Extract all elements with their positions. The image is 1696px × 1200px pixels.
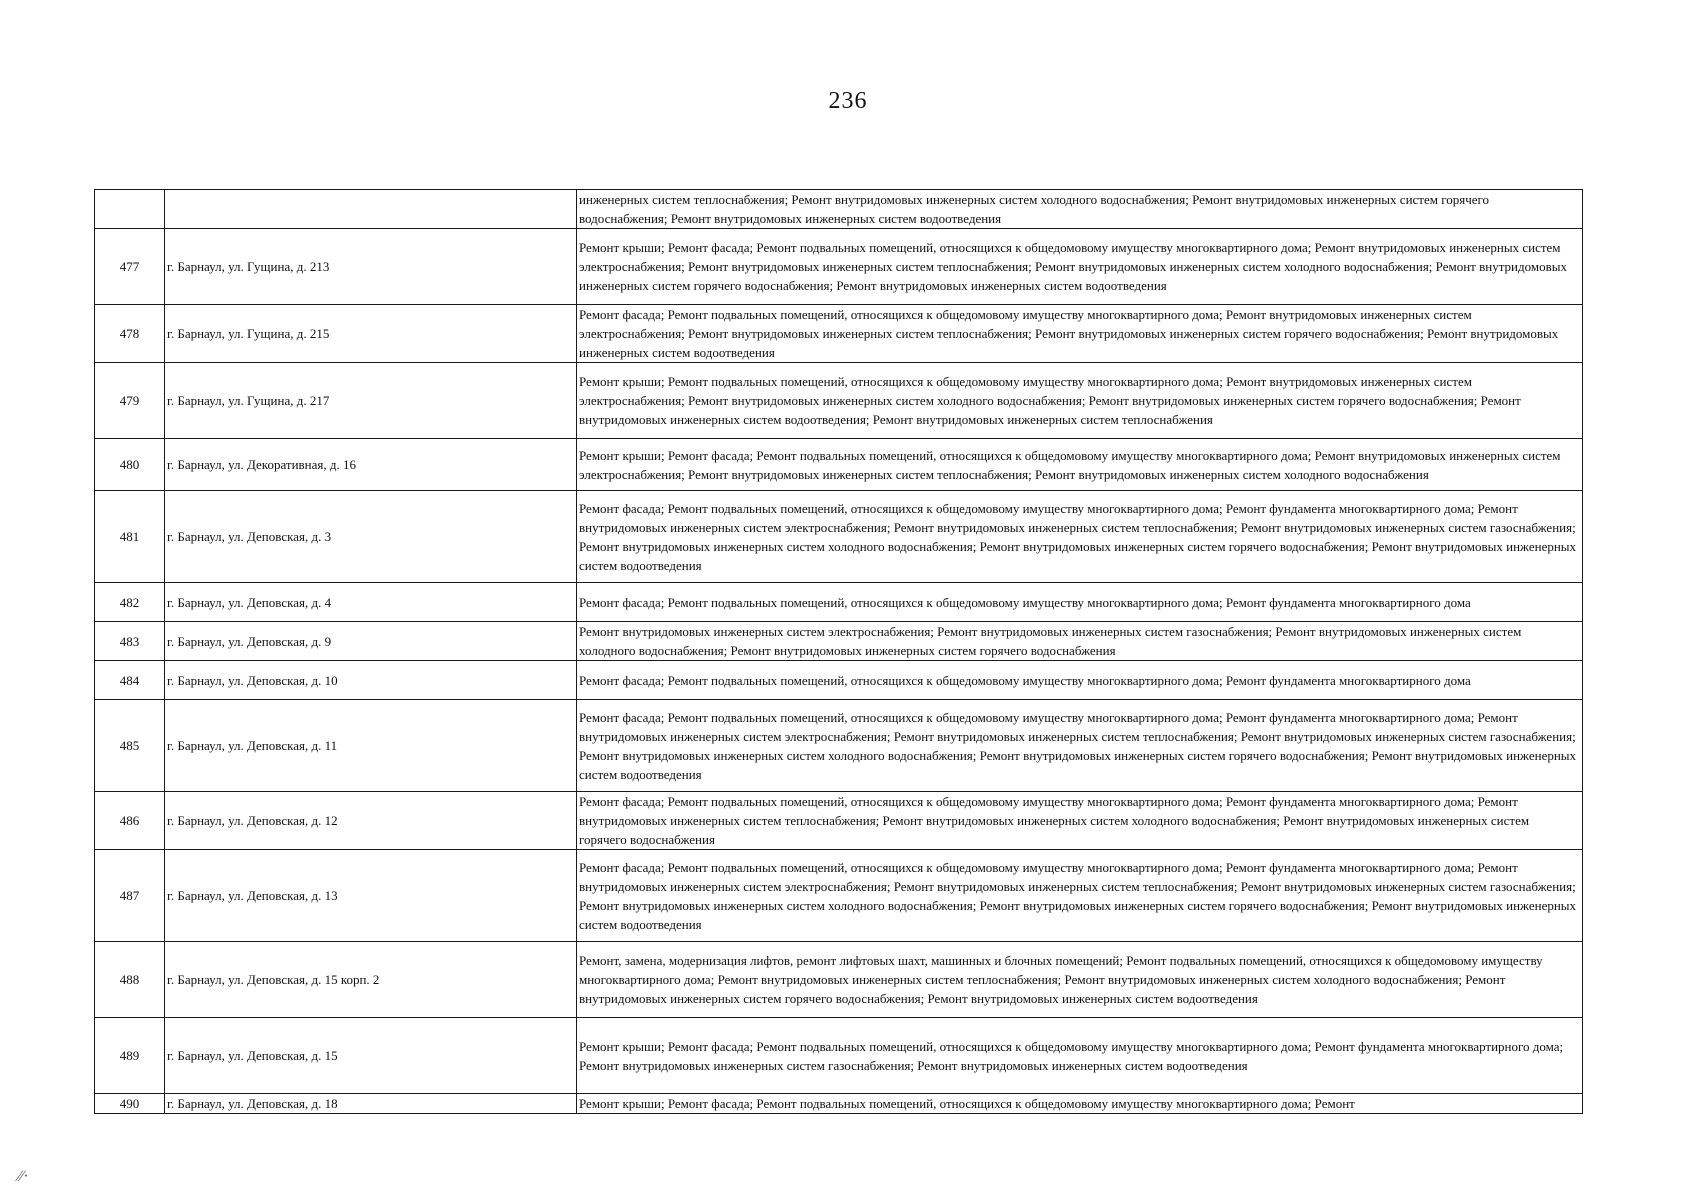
row-number: 481 [95,491,165,583]
row-works: Ремонт фасада; Ремонт подвальных помещений, относящихся к общедомовому имуществу многоквартирного дома; Ремонт фундамента многоквартирного дома; Ремонт внутридомовых инженерных систем электроснабжения; Ремонт внутридомовых инженерных систем теплоснабжения; Ремонт внутридомовых инженерных систем газоснабжения; Ремонт внутридомовых инженерных систем холодного водоснабжения; Ремонт внутридомовых инженерных систем горячего водоснабжения; Ремонт внутридомовых инженерных систем водоотведения [577,850,1583,942]
row-works: Ремонт внутридомовых инженерных систем электроснабжения; Ремонт внутридомовых инженерных систем газоснабжения; Ремонт внутридомовых инженерных систем холодного водоснабжения; Ремонт внутридомовых инженерных систем горячего водоснабжения [577,622,1583,661]
row-address: г. Барнаул, ул. Деповская, д. 3 [165,491,577,583]
row-number: 487 [95,850,165,942]
row-works: Ремонт крыши; Ремонт подвальных помещений, относящихся к общедомовому имуществу многоквартирного дома; Ремонт внутридомовых инженерных систем электроснабжения; Ремонт внутридомовых инженерных систем холодного водоснабжения; Ремонт внутридомовых инженерных систем горячего водоснабжения; Ремонт внутридомовых инженерных систем водоотведения; Ремонт внутридомовых инженерных систем теплоснабжения [577,363,1583,439]
row-number: 482 [95,583,165,622]
row-number: 483 [95,622,165,661]
row-number: 488 [95,942,165,1018]
table-row [95,622,1583,661]
row-address: г. Барнаул, ул. Гущина, д. 213 [165,229,577,305]
registry-table-body [95,190,1583,1114]
row-address: г. Барнаул, ул. Деповская, д. 9 [165,622,577,661]
table-row [95,700,1583,792]
table-row [95,491,1583,583]
table-row [95,1018,1583,1094]
table-row [95,850,1583,942]
table-row [95,190,1583,229]
row-number: 477 [95,229,165,305]
row-works: Ремонт фасада; Ремонт подвальных помещений, относящихся к общедомовому имуществу многоквартирного дома; Ремонт внутридомовых инженерных систем электроснабжения; Ремонт внутридомовых инженерных систем теплоснабжения; Ремонт внутридомовых инженерных систем горячего водоснабжения; Ремонт внутридомовых инженерных систем водоотведения [577,305,1583,363]
row-number: 490 [95,1094,165,1114]
row-works: инженерных систем теплоснабжения; Ремонт внутридомовых инженерных систем холодного водоснабжения; Ремонт внутридомовых инженерных систем горячего водоснабжения; Ремонт внутридомовых инженерных систем водоотведения [577,190,1583,229]
row-address: г. Барнаул, ул. Гущина, д. 215 [165,305,577,363]
row-address: г. Барнаул, ул. Деповская, д. 18 [165,1094,577,1114]
row-address [165,190,577,229]
row-number: 486 [95,792,165,850]
row-address: г. Барнаул, ул. Гущина, д. 217 [165,363,577,439]
table-row [95,305,1583,363]
table-row [95,792,1583,850]
table-row [95,1094,1583,1114]
row-works: Ремонт крыши; Ремонт фасада; Ремонт подвальных помещений, относящихся к общедомовому имуществу многоквартирного дома; Ремонт [577,1094,1583,1114]
row-number: 478 [95,305,165,363]
row-address: г. Барнаул, ул. Декоративная, д. 16 [165,439,577,491]
row-number: 489 [95,1018,165,1094]
scan-mark: ⁄⁄· [18,1168,29,1185]
row-works: Ремонт крыши; Ремонт фасада; Ремонт подвальных помещений, относящихся к общедомовому имуществу многоквартирного дома; Ремонт фундамента многоквартирного дома; Ремонт внутридомовых инженерных систем газоснабжения; Ремонт внутридомовых инженерных систем водоотведения [577,1018,1583,1094]
row-works: Ремонт фасада; Ремонт подвальных помещений, относящихся к общедомовому имуществу многоквартирного дома; Ремонт фундамента многоквартирного дома [577,583,1583,622]
row-address: г. Барнаул, ул. Деповская, д. 13 [165,850,577,942]
row-address: г. Барнаул, ул. Деповская, д. 10 [165,661,577,700]
table-row [95,439,1583,491]
row-works: Ремонт крыши; Ремонт фасада; Ремонт подвальных помещений, относящихся к общедомовому имуществу многоквартирного дома; Ремонт внутридомовых инженерных систем электроснабжения; Ремонт внутридомовых инженерных систем теплоснабжения; Ремонт внутридомовых инженерных систем холодного водоснабжения [577,439,1583,491]
row-works: Ремонт фасада; Ремонт подвальных помещений, относящихся к общедомовому имуществу многоквартирного дома; Ремонт фундамента многоквартирного дома; Ремонт внутридомовых инженерных систем теплоснабжения; Ремонт внутридомовых инженерных систем холодного водоснабжения; Ремонт внутридомовых инженерных систем горячего водоснабжения [577,792,1583,850]
row-number: 480 [95,439,165,491]
row-works: Ремонт крыши; Ремонт фасада; Ремонт подвальных помещений, относящихся к общедомовому имуществу многоквартирного дома; Ремонт внутридомовых инженерных систем электроснабжения; Ремонт внутридомовых инженерных систем теплоснабжения; Ремонт внутридомовых инженерных систем холодного водоснабжения; Ремонт внутридомовых инженерных систем горячего водоснабжения; Ремонт внутридомовых инженерных систем водоотведения [577,229,1583,305]
row-address: г. Барнаул, ул. Деповская, д. 15 [165,1018,577,1094]
table-row [95,942,1583,1018]
table-row [95,661,1583,700]
row-number: 484 [95,661,165,700]
row-address: г. Барнаул, ул. Деповская, д. 15 корп. 2 [165,942,577,1018]
row-number: 485 [95,700,165,792]
table-row [95,583,1583,622]
table-row [95,229,1583,305]
row-works: Ремонт фасада; Ремонт подвальных помещений, относящихся к общедомовому имуществу многоквартирного дома; Ремонт фундамента многоквартирного дома; Ремонт внутридомовых инженерных систем электроснабжения; Ремонт внутридомовых инженерных систем теплоснабжения; Ремонт внутридомовых инженерных систем газоснабжения; Ремонт внутридомовых инженерных систем холодного водоснабжения; Ремонт внутридомовых инженерных систем горячего водоснабжения; Ремонт внутридомовых инженерных систем водоотведения [577,491,1583,583]
row-works: Ремонт, замена, модернизация лифтов, ремонт лифтовых шахт, машинных и блочных помещений; Ремонт подвальных помещений, относящихся к общедомовому имуществу многоквартирного дома; Ремонт внутридомовых инженерных систем теплоснабжения; Ремонт внутридомовых инженерных систем холодного водоснабжения; Ремонт внутридомовых инженерных систем горячего водоснабжения; Ремонт внутридомовых инженерных систем водоотведения [577,942,1583,1018]
row-works: Ремонт фасада; Ремонт подвальных помещений, относящихся к общедомовому имуществу многоквартирного дома; Ремонт фундамента многоквартирного дома [577,661,1583,700]
row-address: г. Барнаул, ул. Деповская, д. 4 [165,583,577,622]
repair-registry-table [94,189,1583,1114]
row-address: г. Барнаул, ул. Деповская, д. 11 [165,700,577,792]
row-address: г. Барнаул, ул. Деповская, д. 12 [165,792,577,850]
row-number: 479 [95,363,165,439]
table-row [95,363,1583,439]
row-number [95,190,165,229]
page-number: 236 [828,88,868,114]
row-works: Ремонт фасада; Ремонт подвальных помещений, относящихся к общедомовому имуществу многоквартирного дома; Ремонт фундамента многоквартирного дома; Ремонт внутридомовых инженерных систем электроснабжения; Ремонт внутридомовых инженерных систем теплоснабжения; Ремонт внутридомовых инженерных систем газоснабжения; Ремонт внутридомовых инженерных систем холодного водоснабжения; Ремонт внутридомовых инженерных систем горячего водоснабжения; Ремонт внутридомовых инженерных систем водоотведения [577,700,1583,792]
